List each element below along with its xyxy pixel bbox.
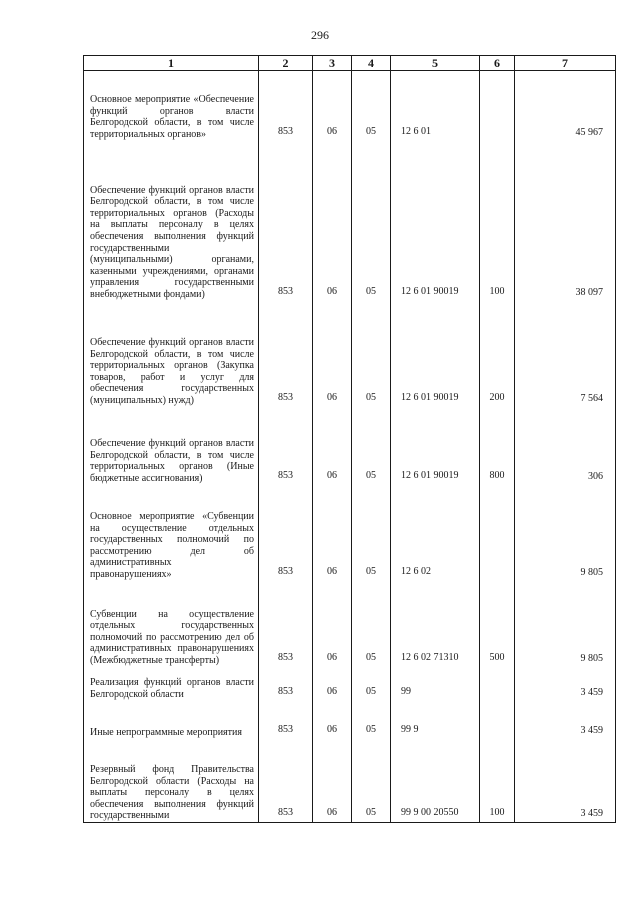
row-description: Обеспечение функций органов власти Белгородской области, в том числе территориальных органов (Расходы на выплаты персоналу в целях обеспечения выполнения функций государственными (муниципальными) органами, казенными учреждениями, органами управления государственными внебюджетными фондами) bbox=[84, 141, 259, 301]
cell-amount: 3 459 bbox=[515, 667, 616, 701]
cell-expense-type bbox=[480, 667, 515, 701]
cell-target-item: 12 6 01 90019 bbox=[391, 301, 480, 407]
row-description: Обеспечение функций органов власти Белгородской области, в том числе территориальных органов (Закупка товаров, работ и услуг для обеспечения государственных (муниципальных) нужд) bbox=[84, 301, 259, 407]
table-header-row bbox=[84, 56, 616, 71]
cell-section: 06 bbox=[313, 141, 352, 301]
cell-subsection: 05 bbox=[352, 667, 391, 701]
cell-ministry: 853 bbox=[259, 301, 313, 407]
cell-subsection: 05 bbox=[352, 141, 391, 301]
page-number: 296 bbox=[311, 28, 329, 42]
cell-target-item: 12 6 01 90019 bbox=[391, 141, 480, 301]
cell-subsection: 05 bbox=[352, 485, 391, 581]
cell-subsection: 05 bbox=[352, 301, 391, 407]
row-description: Реализация функций органов власти Белгородской области bbox=[84, 667, 259, 701]
cell-subsection: 05 bbox=[352, 581, 391, 667]
cell-subsection: 05 bbox=[352, 407, 391, 485]
cell-section: 06 bbox=[313, 485, 352, 581]
cell-subsection: 05 bbox=[352, 701, 391, 739]
column-header-2: 2 bbox=[259, 56, 313, 71]
cell-expense-type bbox=[480, 701, 515, 739]
cell-target-item: 99 9 00 20550 bbox=[391, 739, 480, 823]
column-header-3: 3 bbox=[313, 56, 352, 71]
table-row bbox=[84, 71, 616, 141]
table-row bbox=[84, 667, 616, 701]
cell-target-item: 12 6 01 bbox=[391, 71, 480, 141]
cell-amount: 9 805 bbox=[515, 485, 616, 581]
cell-amount: 7 564 bbox=[515, 301, 616, 407]
cell-ministry: 853 bbox=[259, 485, 313, 581]
column-header-6: 6 bbox=[480, 56, 515, 71]
column-header-4: 4 bbox=[352, 56, 391, 71]
cell-section: 06 bbox=[313, 667, 352, 701]
row-description: Обеспечение функций органов власти Белгородской области, в том числе территориальных органов (Иные бюджетные ассигнования) bbox=[84, 407, 259, 485]
cell-section: 06 bbox=[313, 581, 352, 667]
row-description: Субвенции на осуществление отдельных государственных полномочий по рассмотрению дел об административных правонарушениях (Межбюджетные трансферты) bbox=[84, 581, 259, 667]
cell-ministry: 853 bbox=[259, 581, 313, 667]
table-row bbox=[84, 581, 616, 667]
cell-section: 06 bbox=[313, 701, 352, 739]
cell-expense-type bbox=[480, 485, 515, 581]
cell-amount: 3 459 bbox=[515, 739, 616, 823]
cell-expense-type: 200 bbox=[480, 301, 515, 407]
cell-section: 06 bbox=[313, 739, 352, 823]
cell-target-item: 99 bbox=[391, 667, 480, 701]
table-row bbox=[84, 701, 616, 739]
table-row bbox=[84, 141, 616, 301]
column-header-5: 5 bbox=[391, 56, 480, 71]
cell-amount: 9 805 bbox=[515, 581, 616, 667]
cell-expense-type: 800 bbox=[480, 407, 515, 485]
cell-expense-type: 100 bbox=[480, 739, 515, 823]
cell-subsection: 05 bbox=[352, 739, 391, 823]
table-row bbox=[84, 739, 616, 823]
column-header-1: 1 bbox=[84, 56, 259, 71]
row-description: Иные непрограммные мероприятия bbox=[84, 701, 259, 739]
row-description: Резервный фонд Правительства Белгородской области (Расходы на выплаты персоналу в целях обеспечения выполнения функций государственными bbox=[84, 739, 259, 823]
cell-ministry: 853 bbox=[259, 667, 313, 701]
cell-amount: 3 459 bbox=[515, 701, 616, 739]
row-description: Основное мероприятие «Субвенции на осуществление отдельных государственных полномочий по рассмотрению дел об административных правонарушениях» bbox=[84, 485, 259, 581]
cell-ministry: 853 bbox=[259, 407, 313, 485]
cell-subsection: 05 bbox=[352, 71, 391, 141]
table-row bbox=[84, 485, 616, 581]
cell-target-item: 99 9 bbox=[391, 701, 480, 739]
cell-amount: 45 967 bbox=[515, 71, 616, 141]
column-header-7: 7 bbox=[515, 56, 616, 71]
cell-section: 06 bbox=[313, 407, 352, 485]
cell-expense-type bbox=[480, 71, 515, 141]
budget-table bbox=[83, 55, 616, 823]
cell-ministry: 853 bbox=[259, 739, 313, 823]
cell-ministry: 853 bbox=[259, 71, 313, 141]
cell-target-item: 12 6 02 71310 bbox=[391, 581, 480, 667]
cell-expense-type: 500 bbox=[480, 581, 515, 667]
cell-target-item: 12 6 02 bbox=[391, 485, 480, 581]
cell-section: 06 bbox=[313, 301, 352, 407]
table-row bbox=[84, 407, 616, 485]
cell-ministry: 853 bbox=[259, 701, 313, 739]
cell-expense-type: 100 bbox=[480, 141, 515, 301]
cell-target-item: 12 6 01 90019 bbox=[391, 407, 480, 485]
row-description: Основное мероприятие «Обеспечение функций органов власти Белгородской области, в том числе территориальных органов» bbox=[84, 71, 259, 141]
cell-section: 06 bbox=[313, 71, 352, 141]
cell-ministry: 853 bbox=[259, 141, 313, 301]
table-row bbox=[84, 301, 616, 407]
cell-amount: 306 bbox=[515, 407, 616, 485]
cell-amount: 38 097 bbox=[515, 141, 616, 301]
